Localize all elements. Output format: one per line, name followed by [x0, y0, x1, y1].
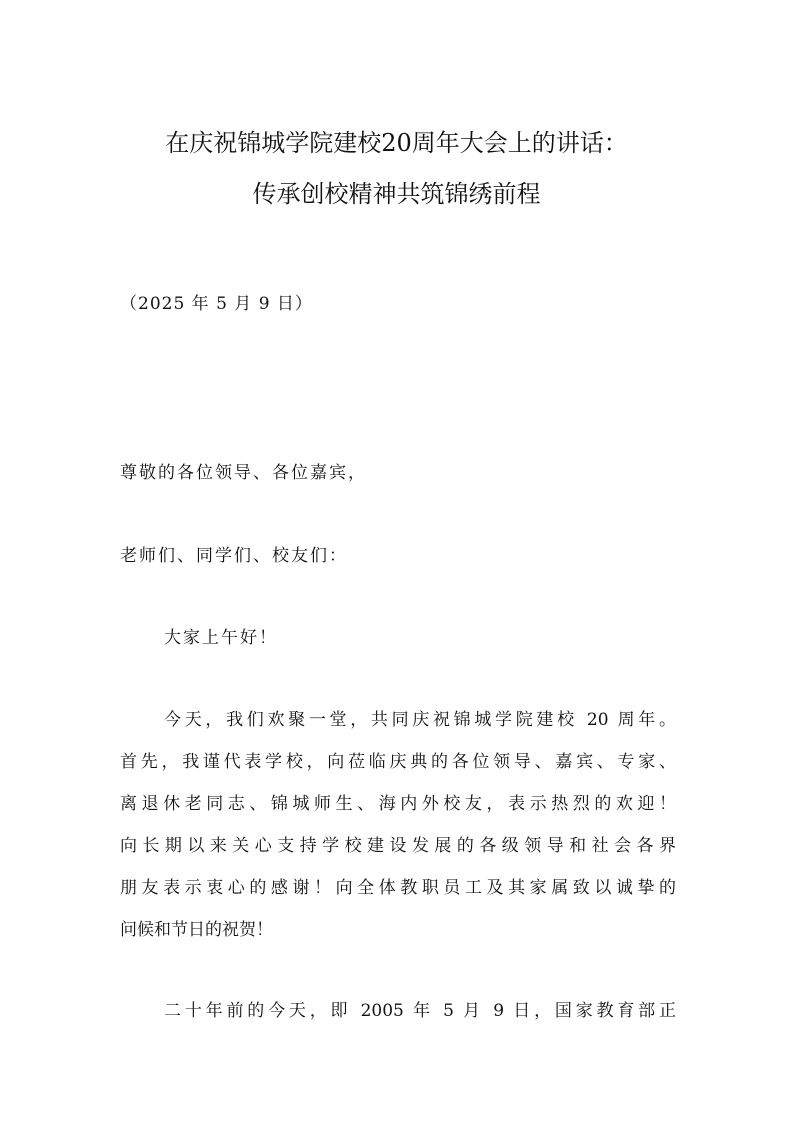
paragraph-line: 首先，我谨代表学校，向莅临庆典的各位领导、嘉宾、专家、: [120, 752, 676, 772]
document-title-line-2: 传承创校精神共筑锦绣前程: [252, 180, 541, 208]
speech-date: （2025 年 5 月 9 日）: [120, 294, 313, 314]
paragraph-line: 离退休老同志、锦城师生、海内外校友，表示热烈的欢迎！: [120, 794, 676, 814]
greeting: 大家上午好！: [164, 628, 278, 648]
paragraph-1: [120, 707, 676, 959]
paragraph-2: [120, 998, 676, 1040]
document-title-line-1: 在庆祝锦城学院建校20周年大会上的讲话：: [165, 129, 628, 157]
salutation-line-1: 尊敬的各位领导、各位嘉宾，: [120, 463, 367, 483]
paragraph-line: 今天，我们欢聚一堂，共同庆祝锦城学院建校 20 周年。: [164, 710, 676, 730]
paragraph-line: 朋友表示衷心的感谢！向全体教职员工及其家属致以诚挚的: [120, 878, 676, 898]
paragraph-line: 问候和节日的祝贺！: [120, 920, 273, 940]
paragraph-line: 二十年前的今天，即 2005 年 5 月 9 日，国家教育部正: [164, 1001, 676, 1021]
paragraph-line: 向长期以来关心支持学校建设发展的各级领导和社会各界: [120, 836, 676, 856]
salutation-line-2: 老师们、同学们、校友们：: [120, 546, 348, 566]
